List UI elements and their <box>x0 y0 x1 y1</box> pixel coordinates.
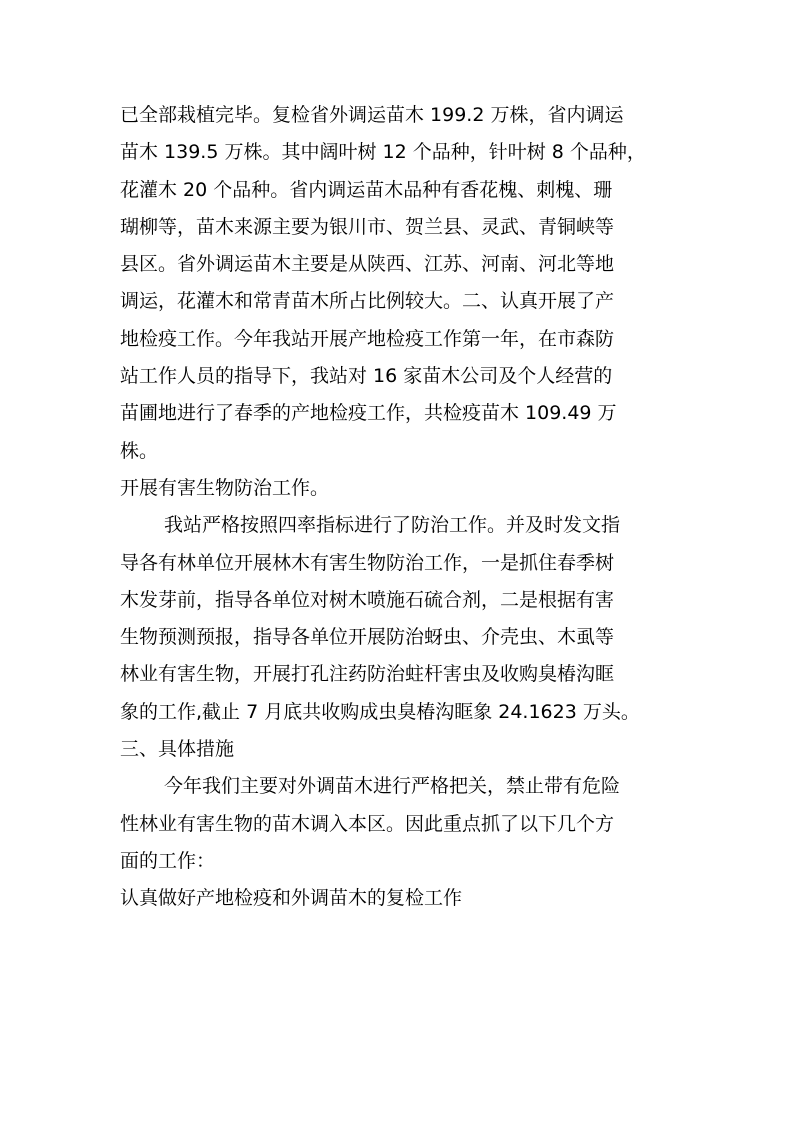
paragraph-line: 瑚柳等，苗木来源主要为银川市、贺兰县、灵武、青铜峡等 <box>120 215 615 238</box>
paragraph-line: 性林业有害生物的苗木调入本区。因此重点抓了以下几个方 <box>120 812 615 835</box>
paragraph-line: 木发芽前，指导各单位对树木喷施石硫合剂，二是根据有害 <box>120 588 615 611</box>
paragraph-line: 县区。省外调运苗木主要是从陕西、江苏、河南、河北等地 <box>120 253 615 276</box>
section-heading: 三、具体措施 <box>120 738 235 761</box>
paragraph-line: 花灌木 20 个品种。省内调运苗木品种有香花槐、刺槐、珊 <box>120 178 613 201</box>
document-body <box>120 97 680 918</box>
paragraph-line: 导各有林单位开展林木有害生物防治工作，一是抓住春季树 <box>120 551 615 574</box>
paragraph-line: 面的工作： <box>120 849 216 872</box>
paragraph-line: 生物预测预报，指导各单位开展防治蚜虫、介壳虫、木虱等 <box>120 626 615 649</box>
paragraph-line: 苗木 139.5 万株。其中阔叶树 12 个品种，针叶树 8 个品种， <box>120 141 646 164</box>
paragraph-line: 我站严格按照四率指标进行了防治工作。并及时发文指 <box>164 514 621 537</box>
paragraph-line: 已全部栽植完毕。复检省外调运苗木 199.2 万株，省内调运 <box>120 104 624 126</box>
paragraph-line: 株。 <box>120 439 159 462</box>
paragraph-line: 调运，花灌木和常青苗木所占比例较大。二、认真开展了产 <box>120 290 615 313</box>
paragraph-line: 站工作人员的指导下，我站对 16 家苗木公司及个人经营的 <box>120 365 613 388</box>
section-heading: 认真做好产地检疫和外调苗木的复检工作 <box>120 887 463 910</box>
paragraph-line: 象的工作,截止 7 月底共收购成虫臭椿沟眶象 24.1623 万头。 <box>120 700 640 723</box>
paragraph-line: 今年我们主要对外调苗木进行严格把关，禁止带有危险 <box>164 775 621 798</box>
paragraph-line: 苗圃地进行了春季的产地检疫工作，共检疫苗木 109.49 万 <box>120 402 617 425</box>
section-heading: 开展有害生物防治工作。 <box>120 476 330 499</box>
paragraph-line: 地检疫工作。今年我站开展产地检疫工作第一年，在市森防 <box>120 327 615 350</box>
paragraph-line: 林业有害生物，开展打孔注药防治蛀杆害虫及收购臭椿沟眶 <box>120 663 615 686</box>
